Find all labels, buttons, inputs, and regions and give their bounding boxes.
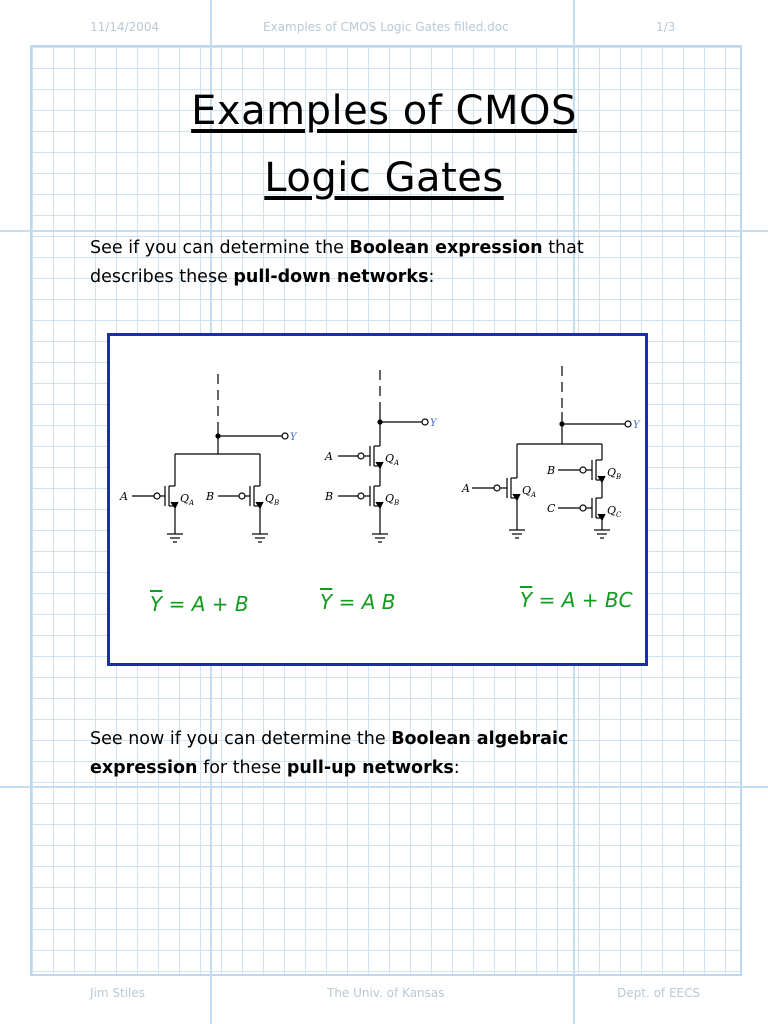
equation-2-ybar: $\overline{Y}$: [320, 590, 333, 614]
c2-output-y-label: Y: [430, 418, 437, 429]
c3-input-a-label: A: [462, 482, 470, 495]
c3-qc-label: $Q_C$: [607, 504, 622, 519]
grid-major-line: [0, 230, 768, 232]
c1-input-a-label: A: [120, 490, 128, 503]
second-text: See now if you can determine the: [90, 729, 392, 749]
c3-input-c-label: C: [547, 502, 556, 515]
pull-down-networks-figure: [107, 333, 648, 666]
header-filename: Examples of CMOS Logic Gates filled.doc: [263, 20, 509, 34]
footer-department: Dept. of EECS: [617, 986, 701, 1000]
intro-text: describes these: [90, 267, 234, 287]
c1-qa-label: $Q_A$: [180, 492, 195, 507]
intro-text: See if you can determine the: [90, 238, 350, 258]
footer-author: Jim Stiles: [90, 986, 146, 1000]
page-title-line2: Logic Gates: [264, 155, 504, 201]
c1-output-y-label: Y: [290, 432, 297, 443]
second-bold-term: pull-up networks: [286, 758, 454, 778]
second-bold-term: expression: [90, 758, 198, 778]
c2-qa-label: $Q_A$: [385, 452, 400, 467]
circuit-1-nor: [132, 374, 288, 542]
c2-input-a-label: A: [325, 450, 333, 463]
equation-3-rhs: = A + BC: [532, 588, 633, 612]
grid-major-line: [0, 786, 768, 788]
equation-2: [320, 590, 395, 614]
c3-input-b-label: B: [547, 464, 556, 477]
second-text: :: [453, 758, 460, 778]
equation-1-rhs: = A + B: [162, 592, 249, 616]
c3-qb-label: $Q_B$: [607, 466, 622, 481]
intro-text: that: [542, 238, 584, 258]
header-date: 11/14/2004: [90, 20, 160, 34]
c2-qb-label: $Q_B$: [385, 492, 400, 507]
equation-2-rhs: = A B: [332, 590, 396, 614]
footer-university: The Univ. of Kansas: [327, 986, 445, 1000]
c1-input-b-label: B: [206, 490, 215, 503]
intro-text: :: [428, 267, 435, 287]
second-paragraph: [90, 725, 568, 783]
second-bold-term: Boolean algebraic: [391, 729, 569, 749]
intro-paragraph: [90, 234, 584, 292]
intro-bold-term: Boolean expression: [349, 238, 543, 258]
c3-output-y-label: Y: [633, 420, 640, 431]
equation-3-ybar: $\overline{Y}$: [520, 588, 533, 612]
equation-1: [150, 592, 249, 616]
equation-1-ybar: $\overline{Y}$: [150, 592, 163, 616]
header-page-number: 1/3: [656, 20, 676, 34]
page-title-line1: Examples of CMOS: [191, 88, 577, 134]
second-text: for these: [197, 758, 287, 778]
c2-input-b-label: B: [325, 490, 334, 503]
equation-3: [520, 588, 633, 612]
circuit-diagrams: [110, 336, 651, 669]
circuit-2-nand: [338, 370, 428, 542]
c3-qa-label: $Q_A$: [522, 484, 537, 499]
intro-bold-term: pull-down networks: [233, 267, 429, 287]
c1-qb-label: $Q_B$: [265, 492, 280, 507]
